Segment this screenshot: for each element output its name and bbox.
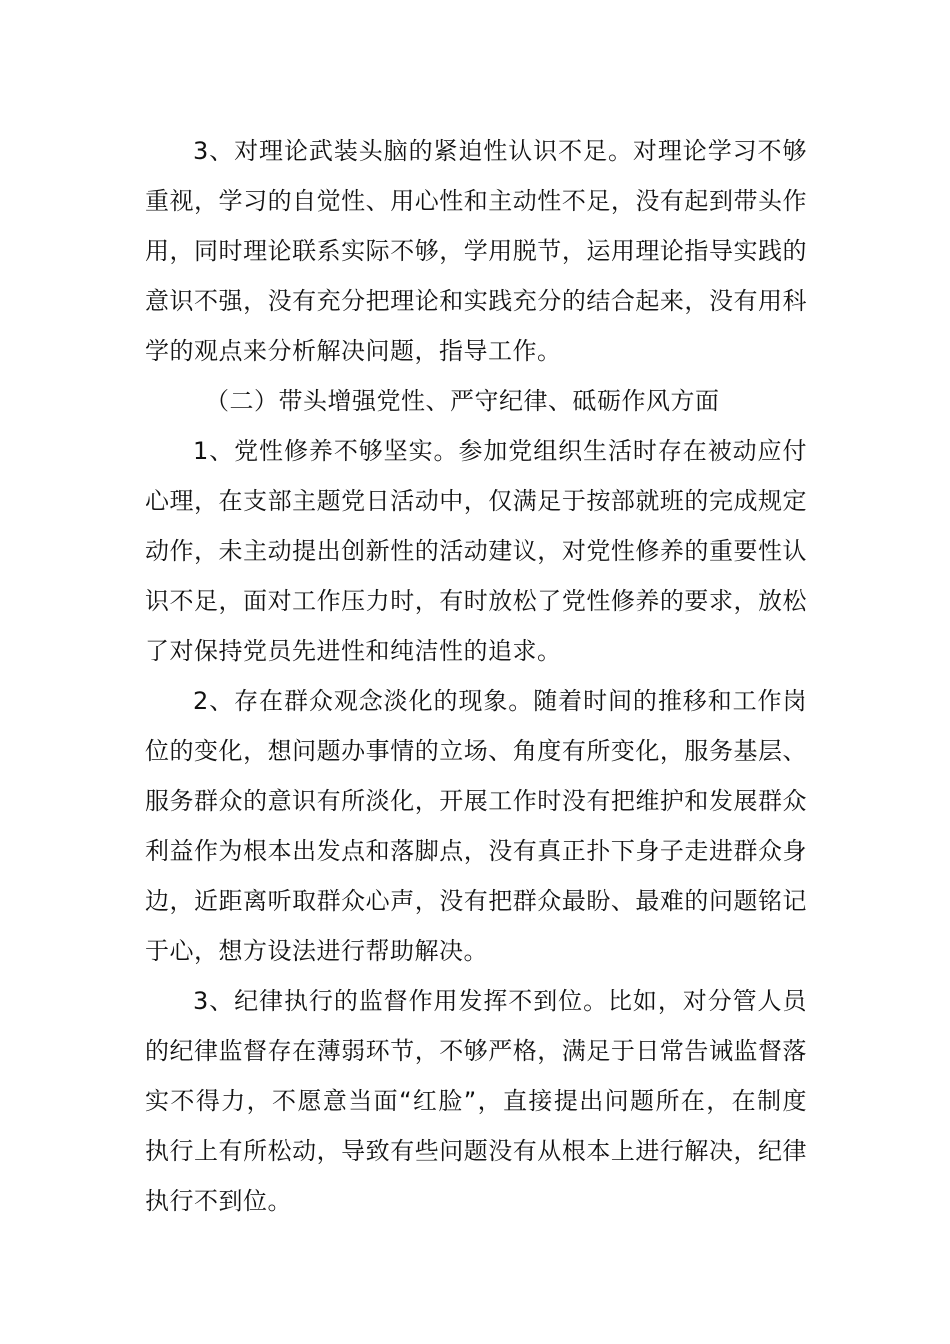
paragraph-party-spirit: 1、党性修养不够坚实。参加党组织生活时存在被动应付心理，在支部主题党日活动中，仅满足于按部就班的完成规定动作，未主动提出创新性的活动建议，对党性修养的重要性认识不足，面对工作压力时，有时放松了党性修养的要求，放松了对保持党员先进性和纯洁性的追求。 xyxy=(145,437,807,665)
paragraph-mass-view: 2、存在群众观念淡化的现象。随着时间的推移和工作岗位的变化，想问题办事情的立场、角度有所变化，服务基层、服务群众的意识有所淡化，开展工作时没有把维护和发展群众利益作为根本出发点和落脚点，没有真正扑下身子走进群众身边，近距离听取群众心声，没有把群众最盼、最难的问题铭记于心，想方设法进行帮助解决。 xyxy=(145,687,807,965)
paragraph-discipline-supervision: 3、纪律执行的监督作用发挥不到位。比如，对分管人员的纪律监督存在薄弱环节，不够严格，满足于日常告诫监督落实不得力，不愿意当面“红脸”，直接提出问题所在，在制度执行上有所松动，导致有些问题没有从根本上进行解决，纪律执行不到位。 xyxy=(145,987,807,1215)
section-heading-2: （二）带头增强党性、严守纪律、砥砺作风方面 xyxy=(205,387,720,415)
paragraph-theory-study: 3、对理论武装头脑的紧迫性认识不足。对理论学习不够重视，学习的自觉性、用心性和主动性不足，没有起到带头作用，同时理论联系实际不够，学用脱节，运用理论指导实践的意识不强，没有充分把理论和实践充分的结合起来，没有用科学的观点来分析解决问题，指导工作。 xyxy=(145,137,807,365)
document-body xyxy=(145,126,807,1226)
